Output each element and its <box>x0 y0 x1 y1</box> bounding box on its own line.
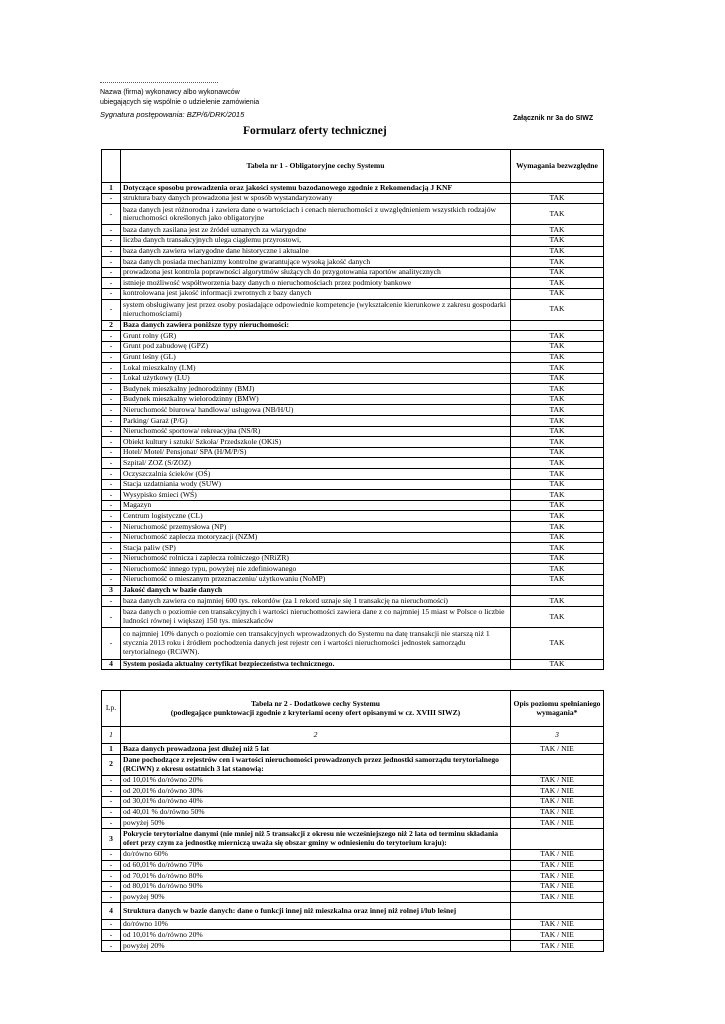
row-requirement: TAK <box>511 363 604 374</box>
row-number: - <box>102 511 121 522</box>
row-description: od 40,01 % do/równo 50% <box>121 807 511 818</box>
row-number: - <box>102 299 121 320</box>
row-requirement: TAK <box>511 511 604 522</box>
row-description: prowadzona jest kontrola poprawności algorytmów służących do przygotowania raportów analitycznych <box>121 267 511 278</box>
row-description: Lokal mieszkalny (LM) <box>121 363 511 374</box>
row-description: Nieruchomość zaplecza motoryzacji (NZM) <box>121 532 511 543</box>
row-requirement: TAK <box>511 341 604 352</box>
row-requirement: TAK / NIE <box>511 744 604 755</box>
row-number: - <box>102 892 121 903</box>
table-row <box>102 267 604 278</box>
section-row <box>102 828 604 849</box>
row-requirement: TAK / NIE <box>511 871 604 882</box>
table-row <box>102 511 604 522</box>
table-row <box>102 469 604 480</box>
row-number: - <box>102 532 121 543</box>
row-description: Wysypisko śmieci (WŚ) <box>121 490 511 501</box>
table-row <box>102 919 604 930</box>
row-number: - <box>102 204 121 225</box>
table-row <box>102 257 604 268</box>
row-number: 4 <box>102 659 121 670</box>
row-number: - <box>102 818 121 829</box>
row-description: Lokal użytkowy (LU) <box>121 373 511 384</box>
row-requirement: TAK / NIE <box>511 860 604 871</box>
row-description: liczba danych transakcyjnych ulega ciągłemu przyrostowi, <box>121 235 511 246</box>
form-title: Formularz oferty technicznej <box>243 125 387 137</box>
table-row <box>102 405 604 416</box>
row-description: Budynek mieszkalny jednorodzinny (BMJ) <box>121 384 511 395</box>
row-requirement: TAK <box>511 627 604 659</box>
row-requirement <box>511 902 604 919</box>
row-requirement: TAK <box>511 659 604 670</box>
section-row <box>102 320 604 331</box>
section-row <box>102 659 604 670</box>
row-number: - <box>102 352 121 363</box>
row-number: - <box>102 500 121 511</box>
row-requirement: TAK <box>511 204 604 225</box>
header-empty-cell <box>102 150 121 183</box>
row-requirement: TAK <box>511 384 604 395</box>
row-requirement: TAK <box>511 522 604 533</box>
row-description: powyżej 50% <box>121 818 511 829</box>
column-number-row <box>102 727 604 744</box>
annex-label: Załącznik nr 3a do SIWZ <box>513 115 594 122</box>
row-number: - <box>102 807 121 818</box>
table-row <box>102 426 604 437</box>
row-description: Dotyczące sposobu prowadzenia oraz jakości systemu bazodanowego zgodnie z Rekomendacją J KNF <box>121 183 511 194</box>
table1-title: Tabela nr 1 - Obligatoryjne cechy Systemu <box>121 150 511 183</box>
section-row <box>102 183 604 194</box>
row-number: - <box>102 394 121 405</box>
table-row <box>102 860 604 871</box>
table-row <box>102 818 604 829</box>
row-requirement: TAK <box>511 288 604 299</box>
row-requirement <box>511 828 604 849</box>
table-row <box>102 416 604 427</box>
table-row <box>102 627 604 659</box>
table-row <box>102 331 604 342</box>
row-requirement: TAK <box>511 331 604 342</box>
row-number: - <box>102 426 121 437</box>
row-number: - <box>102 288 121 299</box>
row-description: Grunt rolny (GR) <box>121 331 511 342</box>
row-description: Budynek mieszkalny wielorodzinny (BMW) <box>121 394 511 405</box>
row-description: od 10,01% do/równo 20% <box>121 930 511 941</box>
table-row <box>102 500 604 511</box>
table-row <box>102 786 604 797</box>
row-requirement: TAK <box>511 246 604 257</box>
row-description: Grunt pod zabudowę (GPZ) <box>121 341 511 352</box>
row-description: Hotel/ Motel/ Pensjonat/ SPA (H/M/P/S) <box>121 447 511 458</box>
row-description: baza danych zawiera wiarygodne dane historyczne i aktualne <box>121 246 511 257</box>
row-number: - <box>102 849 121 860</box>
row-description: Jakość danych w bazie danych <box>121 585 511 596</box>
section-row <box>102 754 604 775</box>
table2-title-line2: (podlegające punktowacji zgodnie z kryteriami oceny ofert opisanymi w cz. XVIII SIWZ) <box>170 707 461 717</box>
row-description: baza danych o poziomie cen transakcyjnych i wartości nieruchomości zawiera dane z co najmniej 15 miast w Polsce o liczbie ludności równej i większej 150 tys. mieszkańców <box>121 606 511 627</box>
row-requirement: TAK <box>511 193 604 204</box>
row-description: Stacja uzdatniania wody (SUW) <box>121 479 511 490</box>
row-number: - <box>102 564 121 575</box>
row-description: Obiekt kultury i sztuki/ Szkoła/ Przedszkole (OKiS) <box>121 437 511 448</box>
row-requirement: TAK <box>511 373 604 384</box>
row-number: - <box>102 267 121 278</box>
row-number: - <box>102 930 121 941</box>
row-requirement: TAK <box>511 267 604 278</box>
table-row <box>102 437 604 448</box>
table-row <box>102 596 604 607</box>
table-row <box>102 447 604 458</box>
row-requirement: TAK <box>511 532 604 543</box>
row-requirement: TAK / NIE <box>511 892 604 903</box>
row-number: 1 <box>102 744 121 755</box>
row-number: - <box>102 373 121 384</box>
contractor-name-line <box>100 82 218 83</box>
row-number: - <box>102 543 121 554</box>
row-description: Grunt leśny (GL) <box>121 352 511 363</box>
row-requirement: TAK <box>511 553 604 564</box>
table-row <box>102 574 604 585</box>
lp-header: Lp. <box>102 691 121 727</box>
row-requirement: TAK <box>511 490 604 501</box>
row-description: do/równo 60% <box>121 849 511 860</box>
row-description: Centrum logistyczne (CL) <box>121 511 511 522</box>
row-description: baza danych zawiera co najmniej 600 tys. rekordów (za 1 rekord uznaje się 1 transakcję na nieruchomości) <box>121 596 511 607</box>
row-requirement: TAK / NIE <box>511 807 604 818</box>
row-description: istnieje możliwość współtworzenia bazy danych o nieruchomościach przez podmioty bankowe <box>121 278 511 289</box>
row-requirement: TAK <box>511 394 604 405</box>
table-row <box>102 193 604 204</box>
row-requirement: TAK / NIE <box>511 786 604 797</box>
row-requirement: TAK <box>511 606 604 627</box>
table-row <box>102 288 604 299</box>
row-requirement: TAK <box>511 352 604 363</box>
row-number: - <box>102 871 121 882</box>
table-row <box>102 871 604 882</box>
row-number: - <box>102 919 121 930</box>
table-row <box>102 775 604 786</box>
column-number: 3 <box>511 727 604 744</box>
row-requirement: TAK / NIE <box>511 930 604 941</box>
row-requirement: TAK <box>511 479 604 490</box>
row-description: od 70,01% do/równo 80% <box>121 871 511 882</box>
row-description: od 60,01% do/równo 70% <box>121 860 511 871</box>
row-number: 2 <box>102 754 121 775</box>
row-description: Dane pochodzące z rejestrów cen i wartości nieruchomości prowadzonych przez jednostki samorządu terytorialnego (RCiWN) z okresu ostatnich 3 lat stanowią: <box>121 754 511 775</box>
row-description: od 80,01% do/równo 90% <box>121 881 511 892</box>
table-row <box>102 278 604 289</box>
row-description: Struktura danych w bazie danych: dane o funkcji innej niż mieszkalna oraz innej niż rolnej i/lub leśnej <box>121 902 511 919</box>
row-description: Szpital/ ZOZ (S/ZOZ) <box>121 458 511 469</box>
row-description: Nieruchomość biurowa/ handlowa/ usługowa (NB/H/U) <box>121 405 511 416</box>
row-description: Parking/ Garaż (P/G) <box>121 416 511 427</box>
row-requirement: TAK / NIE <box>511 775 604 786</box>
row-requirement: TAK <box>511 278 604 289</box>
row-description: do/równo 10% <box>121 919 511 930</box>
table1-requirements-header: Wymagania bezwzględne <box>511 150 604 183</box>
row-number: - <box>102 458 121 469</box>
table-row <box>102 373 604 384</box>
row-requirement: TAK <box>511 500 604 511</box>
row-requirement <box>511 754 604 775</box>
table-header-row <box>102 150 604 183</box>
table-row <box>102 204 604 225</box>
row-description: System posiada aktualny certyfikat bezpieczeństwa technicznego. <box>121 659 511 670</box>
row-description: Baza danych prowadzona jest dłużej niż 5 lat <box>121 744 511 755</box>
table-row <box>102 225 604 236</box>
row-number: - <box>102 437 121 448</box>
row-number: - <box>102 416 121 427</box>
row-number: - <box>102 596 121 607</box>
row-number: - <box>102 522 121 533</box>
row-requirement: TAK / NIE <box>511 849 604 860</box>
table-row <box>102 352 604 363</box>
row-number: - <box>102 860 121 871</box>
row-number: - <box>102 627 121 659</box>
column-number: 1 <box>102 727 121 744</box>
table2-title-line1: Tabela nr 2 - Dodatkowe cechy Systemu <box>250 698 381 708</box>
table-row <box>102 807 604 818</box>
table-row <box>102 543 604 554</box>
table-row <box>102 384 604 395</box>
table-row <box>102 235 604 246</box>
procedure-signature: Sygnatura postępowania: BZP/6/DRK/2015 <box>100 110 245 119</box>
row-requirement: TAK <box>511 564 604 575</box>
section-row <box>102 585 604 596</box>
row-description: Nieruchomość innego typu, powyżej nie zdefiniowanego <box>121 564 511 575</box>
row-requirement <box>511 320 604 331</box>
row-number: - <box>102 363 121 374</box>
row-number: 3 <box>102 828 121 849</box>
row-number: - <box>102 469 121 480</box>
row-requirement: TAK <box>511 405 604 416</box>
table2-title <box>121 691 511 727</box>
row-number: - <box>102 235 121 246</box>
row-requirement: TAK / NIE <box>511 881 604 892</box>
row-requirement: TAK <box>511 235 604 246</box>
row-description: od 10,01% do/równo 20% <box>121 775 511 786</box>
table-row <box>102 246 604 257</box>
row-description: baza danych jest różnorodna i zawiera dane o wartościach i cenach nieruchomości z uwzględnieniem wszystkich rodzajów nieruchomości określonych jako obligatoryjne <box>121 204 511 225</box>
row-requirement: TAK <box>511 426 604 437</box>
row-description: Baza danych zawiera poniższe typy nieruchomości: <box>121 320 511 331</box>
row-requirement: TAK <box>511 596 604 607</box>
row-requirement: TAK <box>511 299 604 320</box>
additional-features-table <box>101 690 604 952</box>
row-number: - <box>102 553 121 564</box>
table-row <box>102 930 604 941</box>
table-header-row <box>102 691 604 727</box>
table-row <box>102 941 604 952</box>
level-header: Opis poziomu spełnianiego wymagania* <box>511 691 604 727</box>
row-description: system obsługiwany jest przez osoby posiadające odpowiednie kompetencje (wykształcenie kierunkowe z zakresu gospodarki nieruchomościami) <box>121 299 511 320</box>
mandatory-features-table <box>101 149 604 670</box>
row-requirement: TAK <box>511 469 604 480</box>
row-number: - <box>102 193 121 204</box>
row-number: 3 <box>102 585 121 596</box>
row-requirement: TAK <box>511 574 604 585</box>
table-row <box>102 564 604 575</box>
row-number: - <box>102 447 121 458</box>
table-row <box>102 606 604 627</box>
row-description: co najmniej 10% danych o poziomie cen transakcyjnych wprowadzonych do Systemu na datę transakcji nie starszą niż 1 stycznia 2013 roku i źródłem pochodzenia danych jest rejestr cen i wartości nieruchomości jednostek samorządu terytorialnego (RCiWN). <box>121 627 511 659</box>
row-description: od 30,01% do/równo 40% <box>121 796 511 807</box>
row-requirement: TAK <box>511 416 604 427</box>
table-row <box>102 363 604 374</box>
row-requirement: TAK <box>511 437 604 448</box>
row-number: - <box>102 574 121 585</box>
row-description: Nieruchomość sportowa/ rekreacyjna (NS/R) <box>121 426 511 437</box>
row-requirement: TAK / NIE <box>511 818 604 829</box>
table-row <box>102 796 604 807</box>
row-number: - <box>102 246 121 257</box>
row-number: - <box>102 775 121 786</box>
row-requirement: TAK / NIE <box>511 941 604 952</box>
row-requirement: TAK <box>511 543 604 554</box>
table-row <box>102 394 604 405</box>
row-number: - <box>102 881 121 892</box>
row-description: od 20,01% do/równo 30% <box>121 786 511 797</box>
row-number: - <box>102 941 121 952</box>
row-description: struktura bazy danych prowadzona jest w sposób wystandaryzowany <box>121 193 511 204</box>
table-row <box>102 881 604 892</box>
row-description: Oczyszczalnia ścieków (OŚ) <box>121 469 511 480</box>
row-number: - <box>102 490 121 501</box>
row-requirement: TAK <box>511 447 604 458</box>
table-row <box>102 490 604 501</box>
contractor-label-line2: ubiegających się wspólnie o udzielenie zamówienia <box>100 99 260 106</box>
row-description: baza danych zasilana jest ze źródeł uznanych za wiarygodne <box>121 225 511 236</box>
row-number: - <box>102 405 121 416</box>
table-row <box>102 522 604 533</box>
table-row <box>102 299 604 320</box>
row-number: 1 <box>102 183 121 194</box>
row-requirement <box>511 585 604 596</box>
row-number: - <box>102 331 121 342</box>
row-description: Pokrycie terytorialne danymi (nie mniej niż 5 transakcji z okresu nie wcześniejszego niż 2 lata od terminu składania ofert przy czym za jednostkę mierniczą uważa się obszar gminy w odniesieniu do terytorium kraju): <box>121 828 511 849</box>
row-number: 2 <box>102 320 121 331</box>
row-requirement: TAK <box>511 225 604 236</box>
row-description: Magazyn <box>121 500 511 511</box>
table-row <box>102 341 604 352</box>
table-row <box>102 849 604 860</box>
row-number: - <box>102 225 121 236</box>
table-row <box>102 892 604 903</box>
table-row <box>102 479 604 490</box>
contractor-label-line1: Nazwa (firma) wykonawcy albo wykonawców <box>100 89 240 96</box>
row-description: Stacja paliw (SP) <box>121 543 511 554</box>
row-number: - <box>102 341 121 352</box>
table-row <box>102 532 604 543</box>
row-description: powyżej 20% <box>121 941 511 952</box>
row-number: - <box>102 606 121 627</box>
row-number: - <box>102 786 121 797</box>
table-row <box>102 458 604 469</box>
row-requirement: TAK <box>511 257 604 268</box>
row-number: - <box>102 796 121 807</box>
row-number: - <box>102 479 121 490</box>
row-description: kontrolowana jest jakość informacji zwrotnych z bazy danych <box>121 288 511 299</box>
row-number: - <box>102 278 121 289</box>
row-requirement <box>511 183 604 194</box>
row-requirement: TAK / NIE <box>511 919 604 930</box>
row-description: Nieruchomość o mieszanym przeznaczeniu/ użytkowaniu (NoMP) <box>121 574 511 585</box>
row-description: baza danych posiada mechanizmy kontrolne gwarantujące wysoką jakość danych <box>121 257 511 268</box>
row-requirement: TAK <box>511 458 604 469</box>
row-description: powyżej 90% <box>121 892 511 903</box>
row-number: - <box>102 384 121 395</box>
row-requirement: TAK / NIE <box>511 796 604 807</box>
row-number: - <box>102 257 121 268</box>
table-row <box>102 553 604 564</box>
row-description: Nieruchomość rolnicza i zaplecza rolniczego (NRiZR) <box>121 553 511 564</box>
row-number: 4 <box>102 902 121 919</box>
column-number: 2 <box>121 727 511 744</box>
section-row <box>102 902 604 919</box>
row-description: Nieruchomość przemysłowa (NP) <box>121 522 511 533</box>
section-row <box>102 744 604 755</box>
